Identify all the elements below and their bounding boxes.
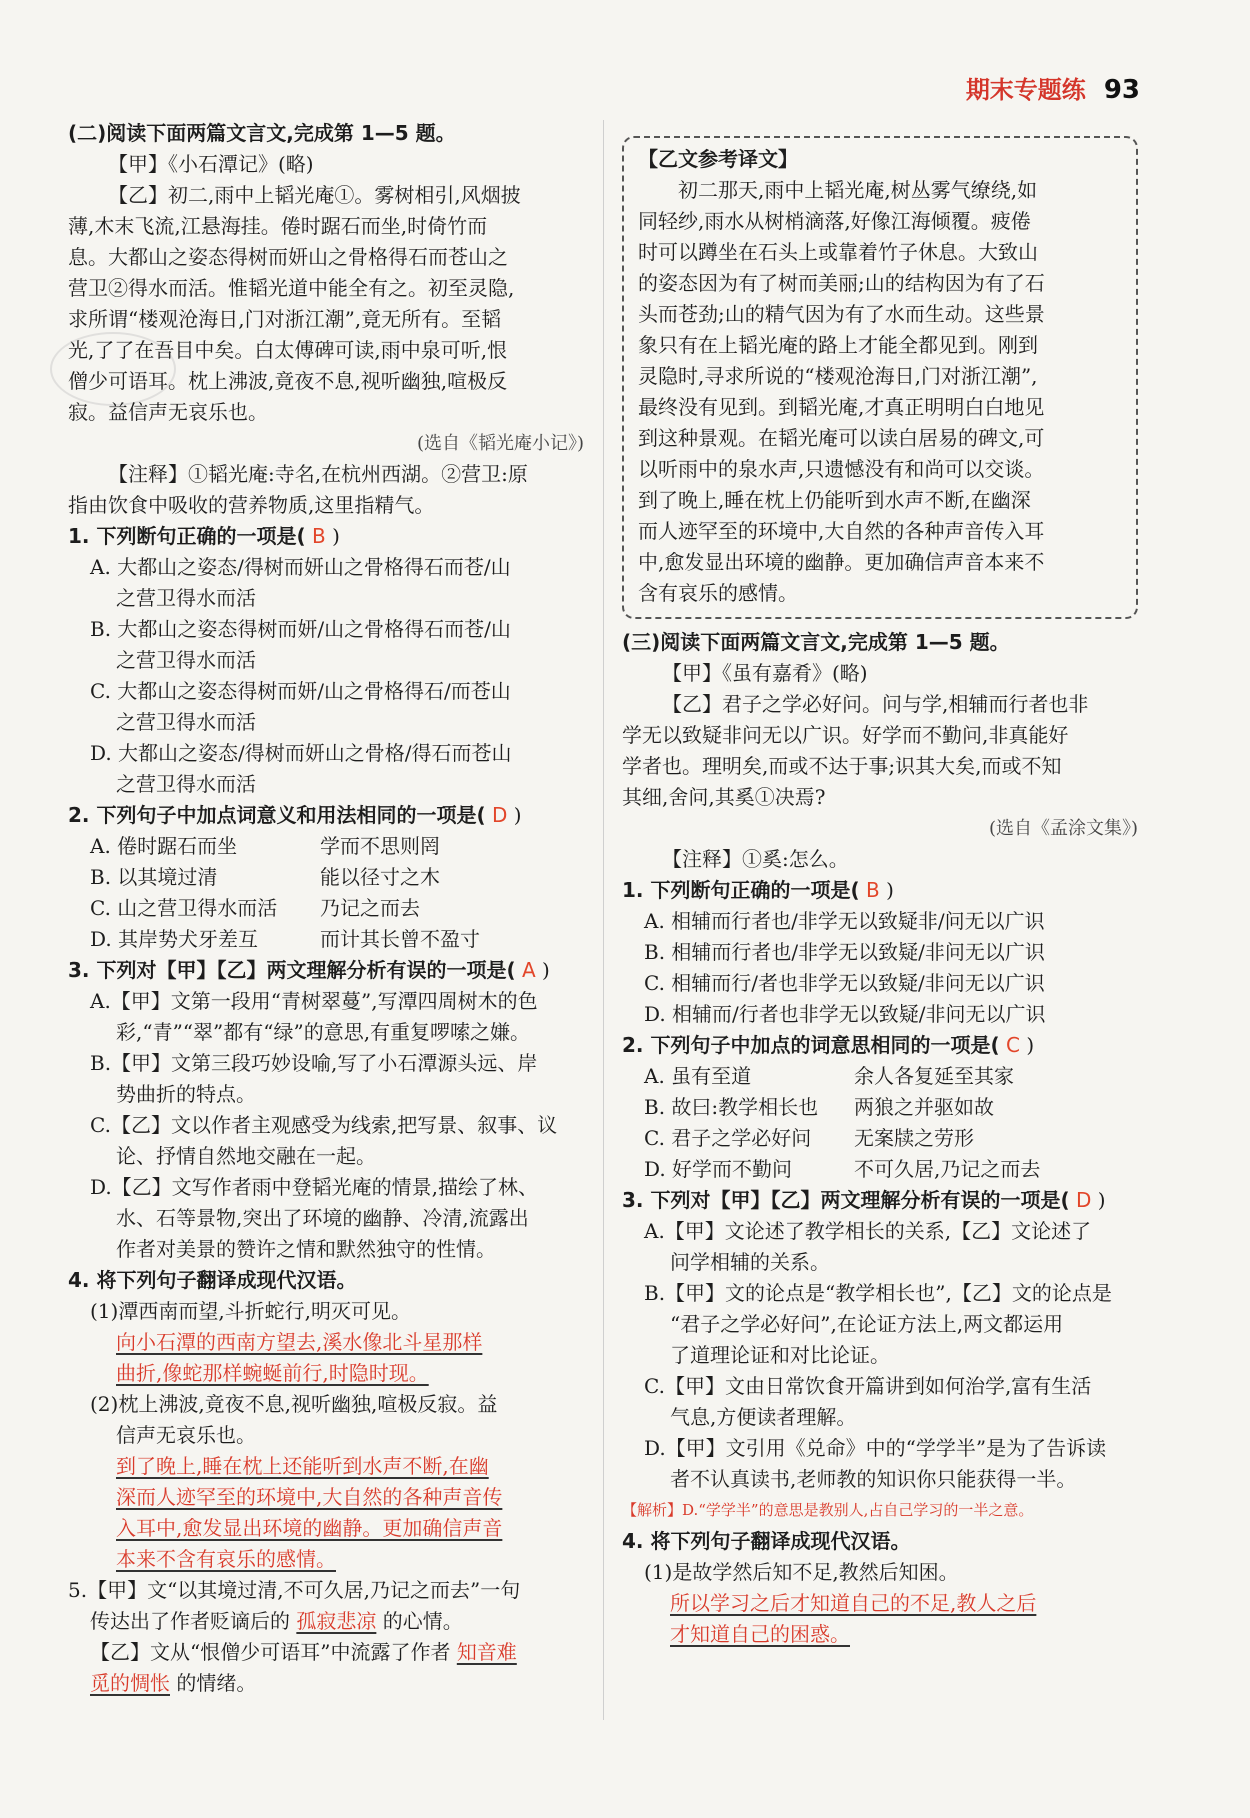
option-line: A. 大都山之姿态/得树而妍山之骨格得石而苍/山 <box>90 555 511 579</box>
passage-line: 学无以致疑非问无以广识。好学而不勤问,非真能好 <box>622 723 1069 747</box>
question-2 <box>622 1030 1138 1061</box>
question-stem: 1. 下列断句正确的一项是( <box>622 878 860 902</box>
translation-line: 头而苍劲;山的精气因为有了水而生动。这些景 <box>638 302 1045 326</box>
passage-line: 【乙】君子之学必好问。问与学,相辅而行者也非 <box>662 692 1089 716</box>
option-left: D. 其岸势犬牙差互 <box>90 927 259 951</box>
option-line: C.【乙】文以作者主观感受为线索,把写景、叙事、议 <box>90 1113 558 1137</box>
option-line: 水、石等景物,突出了环境的幽静、冷清,流露出 <box>116 1206 529 1230</box>
question-stem: 3. 下列对【甲】【乙】两文理解分析有误的一项是( <box>68 958 516 982</box>
option-line: 问学相辅的关系。 <box>670 1250 830 1274</box>
option-line: D.【乙】文写作者雨中登韬光庵的情景,描绘了林、 <box>90 1175 539 1199</box>
answer-mark: A <box>521 958 536 982</box>
option-right: 余人各复延至其家 <box>854 1064 1014 1088</box>
option-line: A.【甲】文论述了教学相长的关系,【乙】文论述了 <box>644 1219 1092 1243</box>
q5-text: 的心情。 <box>382 1609 463 1633</box>
translation-line: 而人迹罕至的环境中,大自然的各种声音传入耳 <box>638 519 1045 543</box>
reference-translation-box <box>622 136 1138 619</box>
handwritten-answer: 到了晚上,睡在枕上还能听到水声不断,在幽 <box>116 1454 489 1478</box>
option-left: C. 君子之学必好问 <box>644 1126 812 1150</box>
handwritten-answer: 知音难 <box>456 1640 517 1664</box>
bracket: ) <box>513 803 522 827</box>
translation-line: 的姿态因为有了树而美丽;山的结构因为有了石 <box>638 271 1045 295</box>
option-line: 势曲折的特点。 <box>116 1082 256 1106</box>
answer-mark: D <box>491 803 508 827</box>
handwritten-answer: 入耳中,愈发显出环境的幽静。更加确信声音 <box>116 1516 503 1540</box>
option-line: D. 大都山之姿态/得树而妍山之骨格/得石而苍山 <box>90 741 512 765</box>
translation-line: 同轻纱,雨水从树梢滴落,好像江海倾覆。疲倦 <box>638 209 1031 233</box>
translation-line: 中,愈发显出环境的幽静。更加确信声音本来不 <box>638 550 1045 574</box>
passage-line: 其细,舍问,其奚①决焉? <box>622 785 826 809</box>
handwritten-answer: 本来不含有哀乐的感情。 <box>116 1547 336 1571</box>
option-right: 能以径寸之木 <box>320 865 440 889</box>
translation-line: 最终没有见到。到韬光庵,才真正明明白白地见 <box>638 395 1045 419</box>
option-pair <box>68 893 584 924</box>
passage-line: 求所谓“楼观沧海日,门对浙江潮”,竟无所有。至韬 <box>68 307 502 331</box>
answer-mark: B <box>865 878 880 902</box>
option-line: 作者对美景的赞许之情和默然独守的性情。 <box>116 1237 496 1261</box>
column-divider <box>603 120 604 1720</box>
translation-line: 灵隐时,寻求所说的“楼观沧海日,门对浙江潮”, <box>638 364 1038 388</box>
question-1 <box>622 875 1138 906</box>
translation-line: 初二那天,雨中上韬光庵,树丛雾气缭绕,如 <box>678 178 1038 202</box>
translation-line: 象只有在上韬光庵的路上才能全都见到。刚到 <box>638 333 1038 357</box>
handwritten-answer: 觅的惆怅 <box>90 1671 170 1695</box>
handwritten-answer: 孤寂悲凉 <box>296 1609 377 1633</box>
option-right: 无案牍之劳形 <box>854 1126 974 1150</box>
answer-mark: C <box>1005 1033 1020 1057</box>
question-stem: 1. 下列断句正确的一项是( <box>68 524 306 548</box>
option-left: B. 以其境过清 <box>90 865 218 889</box>
option-line: D.【甲】文引用《兑命》中的“学学半”是为了告诉读 <box>644 1436 1107 1460</box>
translation-line: 含有哀乐的感情。 <box>638 581 798 605</box>
option-line: 者不认真读书,老师教的知识你只能获得一半。 <box>670 1467 1077 1491</box>
translation-line: 到这种景观。在韬光庵可以读白居易的碑文,可 <box>638 426 1045 450</box>
option-line: A. 相辅而行者也/非学无以致疑非/问无以广识 <box>644 909 1045 933</box>
translation-line: 到了晚上,睡在枕上仍能听到水声不断,在幽深 <box>638 488 1031 512</box>
passage-line: 僧少可语耳。枕上沸波,竟夜不息,视听幽独,喧极反 <box>68 369 508 393</box>
option-line: 彩,“青”“翠”都有“绿”的意思,有重复啰嗦之嫌。 <box>116 1020 531 1044</box>
question-3 <box>68 955 584 986</box>
section-2-title: (二)阅读下面两篇文言文,完成第 1—5 题。 <box>68 121 456 145</box>
option-left: C. 山之营卫得水而活 <box>90 896 278 920</box>
sentence-2: 信声无哀乐也。 <box>116 1423 256 1447</box>
passage-line: 薄,木末飞流,江悬海挂。倦时踞石而坐,时倚竹而 <box>68 214 488 238</box>
bracket: ) <box>332 524 340 548</box>
question-stem: 3. 下列对【甲】【乙】两文理解分析有误的一项是( <box>622 1188 1070 1212</box>
passage-jia-title: 【甲】《小石潭记》(略) <box>108 152 314 176</box>
option-line: A.【甲】文第一段用“青树翠蔓”,写潭四周树木的色 <box>90 989 538 1013</box>
page-number: 93 <box>1103 75 1140 105</box>
question-5: 5.【甲】文“以其境过清,不可久居,乃记之而去”一句 <box>68 1578 521 1602</box>
option-line: C.【甲】文由日常饮食开篇讲到如何治学,富有生活 <box>644 1374 1092 1398</box>
bracket: ) <box>1097 1188 1106 1212</box>
left-column <box>68 118 584 1699</box>
note-line: 【注释】①韬光庵:寺名,在杭州西湖。②营卫:原 <box>108 462 528 486</box>
note-line: 指由饮食中吸收的营养物质,这里指精气。 <box>68 493 435 517</box>
answer-mark: D <box>1075 1188 1092 1212</box>
passage-line: 营卫②得水而活。惟韬光道中能全有之。初至灵隐, <box>68 276 515 300</box>
question-stem: 2. 下列句子中加点的词意思相同的一项是( <box>622 1033 1000 1057</box>
question-2 <box>68 800 584 831</box>
passage-source: (选自《孟涂文集》) <box>988 818 1138 839</box>
sentence-1: (1)是故学然后知不足,教然后知困。 <box>644 1560 959 1584</box>
translation-line: 时可以蹲坐在石头上或靠着竹子休息。大致山 <box>638 240 1038 264</box>
option-line: B.【甲】文的论点是“教学相长也”,【乙】文的论点是 <box>644 1281 1112 1305</box>
option-right: 不可久居,乃记之而去 <box>854 1157 1041 1181</box>
question-4: 4. 将下列句子翻译成现代汉语。 <box>622 1529 911 1553</box>
option-pair <box>68 924 584 955</box>
option-line: 之营卫得水而活 <box>116 772 256 796</box>
passage-yi <box>68 180 584 428</box>
right-column <box>622 136 1138 1650</box>
option-line: C. 大都山之姿态得树而妍/山之骨格得石/而苍山 <box>90 679 511 703</box>
handwritten-answer: 深而人迹罕至的环境中,大自然的各种声音传 <box>116 1485 503 1509</box>
passage-line: 学者也。理明矣,而或不达于事;识其大矣,而或不知 <box>622 754 1062 778</box>
q5-text: 的情绪。 <box>176 1671 257 1695</box>
bracket: ) <box>542 958 550 982</box>
option-line: B. 相辅而行者也/非学无以致疑/非问无以广识 <box>644 940 1045 964</box>
option-line: B.【甲】文第三段巧妙设喻,写了小石潭源头远、岸 <box>90 1051 538 1075</box>
page-header <box>966 70 1140 105</box>
analysis-note: 【解析】D.“学学半”的意思是教别人,占自己学习的一半之意。 <box>622 1501 1034 1519</box>
option-left: A. 倦时踞石而坐 <box>90 834 238 858</box>
handwritten-answer: 曲折,像蛇那样蜿蜒前行,时隐时现。 <box>116 1361 429 1385</box>
option-left: B. 故曰:教学相长也 <box>644 1095 819 1119</box>
option-right: 而计其长曾不盈寸 <box>320 927 480 951</box>
sentence-1: (1)潭西南而望,斗折蛇行,明灭可见。 <box>90 1299 412 1323</box>
note-line: 【注释】①奚:怎么。 <box>662 847 849 871</box>
bracket: ) <box>1026 1033 1035 1057</box>
passage-jia-title: 【甲】《虽有嘉肴》(略) <box>662 661 868 685</box>
option-line: D. 相辅而/行者也非学无以致疑/非问无以广识 <box>644 1002 1046 1026</box>
handwritten-answer: 所以学习之后才知道自己的不足,教人之后 <box>670 1591 1037 1615</box>
option-line: C. 相辅而行/者也非学无以致疑/非问无以广识 <box>644 971 1045 995</box>
bracket: ) <box>886 878 894 902</box>
handwritten-answer: 向小石潭的西南方望去,溪水像北斗星那样 <box>116 1330 483 1354</box>
option-pair <box>622 1092 1138 1123</box>
option-line: 论、抒情自然地交融在一起。 <box>116 1144 376 1168</box>
passage-line: 【乙】初二,雨中上韬光庵①。雾树相引,风烟披 <box>108 183 521 207</box>
option-pair <box>68 862 584 893</box>
box-title: 【乙文参考译文】 <box>638 147 798 171</box>
passage-line: 寂。益信声无哀乐也。 <box>68 400 268 424</box>
option-line: “君子之学必好问”,在论证方法上,两文都运用 <box>670 1312 1064 1336</box>
option-line: 之营卫得水而活 <box>116 586 256 610</box>
option-line: B. 大都山之姿态得树而妍/山之骨格得石而苍/山 <box>90 617 511 641</box>
q5-text: 【乙】文从“恨僧少可语耳”中流露了作者 <box>90 1640 451 1664</box>
passage-line: 光,了了在吾目中矣。白太傅碑可读,雨中泉可听,恨 <box>68 338 508 362</box>
option-right: 两狼之并驱如故 <box>854 1095 994 1119</box>
option-pair <box>622 1061 1138 1092</box>
answer-mark: B <box>311 524 326 548</box>
option-line: 之营卫得水而活 <box>116 648 256 672</box>
option-right: 乃记之而去 <box>320 896 420 920</box>
passage-line: 息。大都山之姿态得树而妍山之骨格得石而苍山之 <box>68 245 508 269</box>
option-right: 学而不思则罔 <box>320 834 440 858</box>
translation-line: 以听雨中的泉水声,只遗憾没有和尚可以交谈。 <box>638 457 1045 481</box>
option-left: D. 好学而不勤问 <box>644 1157 793 1181</box>
question-1 <box>68 521 584 552</box>
section-3-title: (三)阅读下面两篇文言文,完成第 1—5 题。 <box>622 630 1010 654</box>
option-left: A. 虽有至道 <box>644 1064 752 1088</box>
question-3 <box>622 1185 1138 1216</box>
question-stem: 2. 下列句子中加点词意义和用法相同的一项是( <box>68 803 486 827</box>
option-pair <box>68 831 584 862</box>
option-line: 了道理论证和对比论证。 <box>670 1343 890 1367</box>
option-pair <box>622 1123 1138 1154</box>
sentence-2: (2)枕上沸波,竟夜不息,视听幽独,喧极反寂。益 <box>90 1392 498 1416</box>
handwritten-answer: 才知道自己的困惑。 <box>670 1622 850 1646</box>
option-pair <box>622 1154 1138 1185</box>
header-title: 期末专题练 <box>965 76 1086 104</box>
q5-text: 传达出了作者贬谪后的 <box>90 1609 290 1633</box>
passage-source: (选自《韬光庵小记》) <box>416 433 584 454</box>
option-line: 气息,方便读者理解。 <box>670 1405 857 1429</box>
question-4: 4. 将下列句子翻译成现代汉语。 <box>68 1268 357 1292</box>
option-line: 之营卫得水而活 <box>116 710 256 734</box>
